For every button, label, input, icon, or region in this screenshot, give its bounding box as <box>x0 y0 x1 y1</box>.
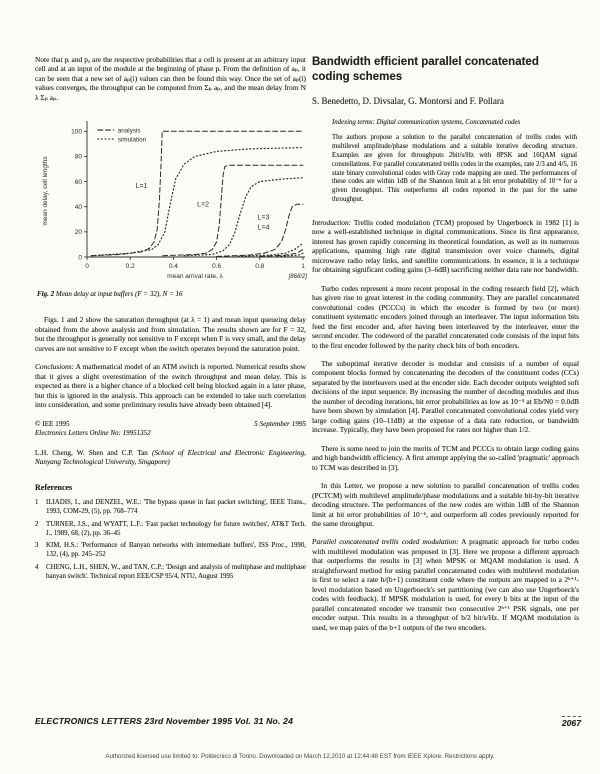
svg-text:100: 100 <box>71 128 82 136</box>
online-number: Electronics Letters Online No: 19951352 <box>35 428 151 437</box>
conclusions-text: A mathematical model of an ATM switch is reported. Numerical results show that it gives a slight overestimation of the switch throughput and mean delay. This is expected as there is a higher chance of a blocked cell being blocked again in a later phase, but this is ignored in the analysis. This approach can be extended to take such correlation into consideration, and some preliminary results have already been obtained [4]. <box>35 362 306 410</box>
authors-line <box>35 449 306 468</box>
svg-text:40: 40 <box>74 204 82 212</box>
svg-text:1: 1 <box>301 263 305 271</box>
reference-item <box>35 521 306 539</box>
paragraph-text: The suboptimal iterative decoder is modular and consists of a number of equal component blocks formed by concatenating the decoders of the constituent codes (CCs) separated by the interleavers used at the encoder side. Each decoder outputs weighted soft decisions of the input sequence. By increasing the number of decoding modules and thus the number of decoding iterations, bit error probabilities as low as 10⁻⁵ at Eb/N0 = 0.0dB have been shown by simulation [4]. Parallel concatenated convolutional codes yield very large coding gains (10–11dB) at the expense of a data rate reduction, or bandwidth increase. Typically, they have been proposed for rates not higher than 1/2. <box>312 358 579 435</box>
figure-2-caption <box>37 290 306 299</box>
left-column <box>35 55 306 586</box>
abstract: The authors propose a solution to the parallel concatenation of trellis codes with multilevel amplitude/phase modulations and a suitable iterative decoding structure. Examples are given for throughputs 2bit/s/Hz with 8PSK and 16QAM signal constellations. For parallel concatenated trellis codes in the examples, rate 2/3 and 4/5, 16 state binary convolutional codes with Gray code mapping are used. The performances of these codes are within 1dB of the Shannon limit at a bit error probability of 10⁻⁶ for a given throughput. This outperforms all codes reported in the past for the same throughput. <box>332 134 577 204</box>
svg-text:80: 80 <box>74 154 82 162</box>
author-names: L.H. Cheng, W. Shen and C.P. Tan <box>35 448 152 457</box>
journal-line: ELECTRONICS LETTERS 23rd November 1995 Vol. 31 No. 24 <box>35 716 294 726</box>
conclusions-paragraph <box>35 362 306 409</box>
figure-caption-text: Mean delay at input buffers (F = 32), N = 16 <box>54 290 183 299</box>
page-number: 2067 <box>561 718 581 728</box>
reference-text: CHENG, L.H., SHEN, W., and TAN, C.P.: 'Design and analysis of multiphase and multiphase banyan switch'. Technical report EEE/CSP 95/4, NTU, August 1995 <box>46 563 306 580</box>
svg-text:0.8: 0.8 <box>255 263 265 271</box>
reference-number: 1 <box>35 499 39 507</box>
svg-text:mean delay, cell lengths: mean delay, cell lengths <box>42 156 49 226</box>
references-heading: References <box>35 483 73 493</box>
article-authors: S. Benedetto, D. Divsalar, G. Montorsi and F. Pollara <box>312 96 504 107</box>
svg-text:0: 0 <box>85 263 89 271</box>
svg-text:60: 60 <box>74 179 82 187</box>
intro-paragraph: Note that pᵢ and pₐ are the respective probabilities that a cell is present at an arbitrary input cell and at an input of the module at the beginning of phase p. From the definition of aₚ, it can be seen that a new set of aₚ(i) values can then be found this way. Once the set of aₚ(i) values converges, the throughput can be computed from Σₚ aₚ, and the mean delay from N λ Σₚ aₚ. <box>35 55 306 102</box>
paragraph-text: There is some need to join the merits of TCM and PCCCs to obtain large coding gains and high bandwidth efficiency. A first attempt applying the so-called 'pragmatic' approach to TCM was described in [3]. <box>312 443 579 472</box>
reference-text: ILIADIS, I., and DENZEL, W.E.: 'The bypass queue in fast packet switching', IEEE Trans., 1993, COM-29, (5), pp. 768–774 <box>46 499 306 516</box>
results-paragraph: Figs. 1 and 2 show the saturation throughput (at λ = 1) and mean input queueing delay obtained from the above analysis and from simulation. The results shown are for F = 32, but the throughput is generally not sensitive to F except when F is very small, and the delay curves are not sensitive to F except when the switch operates beyond the saturation point. <box>35 315 306 353</box>
reference-number: 2 <box>35 520 39 528</box>
svg-text:[868/2]: [868/2] <box>288 274 307 281</box>
svg-text:simulation: simulation <box>117 136 147 144</box>
svg-text:0.4: 0.4 <box>168 263 178 271</box>
svg-text:0.6: 0.6 <box>212 263 222 271</box>
body-paragraph-pctcm <box>312 537 579 632</box>
paragraph-text: In this Letter, we propose a new solution to parallel concatenation of trellis codes (PCTCM) with multilevel amplitude/phase modulations and a suitable bit-by-bit iterative decoding structure. The performances of the new codes are within 1dB of the Shannon limit at bit error probabilities of 10⁻⁶, and outperform all codes previously reported for the same throughput. <box>312 481 579 529</box>
reference-item <box>35 564 306 582</box>
reference-number: 4 <box>35 563 39 571</box>
body-paragraph-introduction <box>312 218 579 275</box>
author-affiliation: (School of Electrical and Electronic Engineering, Nanyang Technological University, Singapore) <box>35 448 306 467</box>
right-column <box>312 55 579 707</box>
section-label: Parallel concatenated trellis coded modulation: <box>312 537 459 547</box>
paragraph-text: Turbo codes represent a more recent proposal in the coding research field [2], which has given rise to great interest in the coding community. They are parallel concatenated convolutional codes (PCCCs) in which the encoder is formed by two (or more) constituent systematic encoders joined through an interleaver. The input information bits feed the first encoder and, after having been interleaved by the interleaver, enter the second encoder. The codeword of the parallel concatenated code consists of the input bits to the first encoder followed by the parity check bits of both encoders. <box>312 283 579 350</box>
reference-item <box>35 542 306 560</box>
svg-text:L=2: L=2 <box>197 202 210 210</box>
copyright-line <box>35 420 306 428</box>
conclusions-label: Conclusions: <box>35 362 75 372</box>
indexing-terms: Indexing terms: Digital communication systems, Concatenated codes <box>332 119 521 127</box>
body-paragraph <box>312 359 579 435</box>
figure-2-chart <box>35 111 310 283</box>
license-notice: Authorized licensed use limited to: Politecnico di Torino. Downloaded on March 12,2010 at 12:44:48 EST from IEEE Xplore. Restrictions apply. <box>105 753 495 760</box>
reference-text: TURNER, J.S., and WYATT, L.F.: 'Fast packet technology for future switches', AT&T Tech. J., 1989, 68, (2), pp. 36–45 <box>46 520 306 537</box>
body-paragraph <box>312 444 579 472</box>
section-label: Introduction: <box>312 217 352 227</box>
body-paragraph <box>312 481 579 528</box>
svg-text:analysis: analysis <box>117 127 141 135</box>
copyright-notice: © IEE 1995 <box>35 419 70 428</box>
svg-text:L=4: L=4 <box>257 224 270 232</box>
article-title: Bandwidth efficient parallel concatenated coding schemes <box>312 56 539 83</box>
paragraph-text: Trellis coded modulation (TCM) proposed by Ungerboeck in 1982 [1] is now a well-established technique in digital communications. Since its first appearance, interest has grown rapidly concerning its theoretical foundation, as well as its numerous applications, spanning high rate digital transmission over voice channels, digital microwave radio relay links, and satellite communications. In essence, it is a technique for obtaining significant coding gains (3–6dB) sacrificing neither data rate nor bandwidth. <box>312 217 579 275</box>
figure-caption-label: Fig. 2 <box>37 290 55 299</box>
received-date: 5 September 1995 <box>254 419 306 428</box>
svg-text:mean arrival rate, λ: mean arrival rate, λ <box>167 273 223 281</box>
svg-text:L=3: L=3 <box>257 214 270 222</box>
body-paragraph <box>312 284 579 350</box>
paragraph-text: A pragmatic approach for turbo codes with multilevel modulation was proposed in [3]. Here we propose a different approach that outperforms the results in [3] when MPSK or MQAM modulation is used. A straightforward method for using parallel concatenated codes with multilevel modulation is first to select a rate b/(b+1) constituent code where the outputs are mapped to a 2ᵇ⁺¹-level modulation based on Ungerboeck's set partitioning (we can also use Ungerboeck's codes with feedback). If MPSK modulation is used, for every b bits at the input of the parallel concatenated encoder we transmit two consecutive 2ᵇ⁺¹ PSK signals, one per encoder output. This results in a throughput of b/2 bit/s/Hz. If MQAM modulation is used, we map pairs of the b+1 outputs of the two encoders. <box>312 537 579 632</box>
svg-text:20: 20 <box>74 229 82 237</box>
svg-text:L=1: L=1 <box>135 183 148 191</box>
svg-text:0.2: 0.2 <box>125 263 135 271</box>
reference-item <box>35 499 306 517</box>
reference-number: 3 <box>35 542 39 550</box>
figure-2 <box>35 111 306 288</box>
reference-text: KIM, H.S.: 'Performance of Banyan networks with intermediate buffers', ISS Proc., 1990, 132, (4), pp. 245–252 <box>46 542 306 559</box>
svg-text:0: 0 <box>78 254 82 262</box>
journal-footer <box>35 716 581 728</box>
